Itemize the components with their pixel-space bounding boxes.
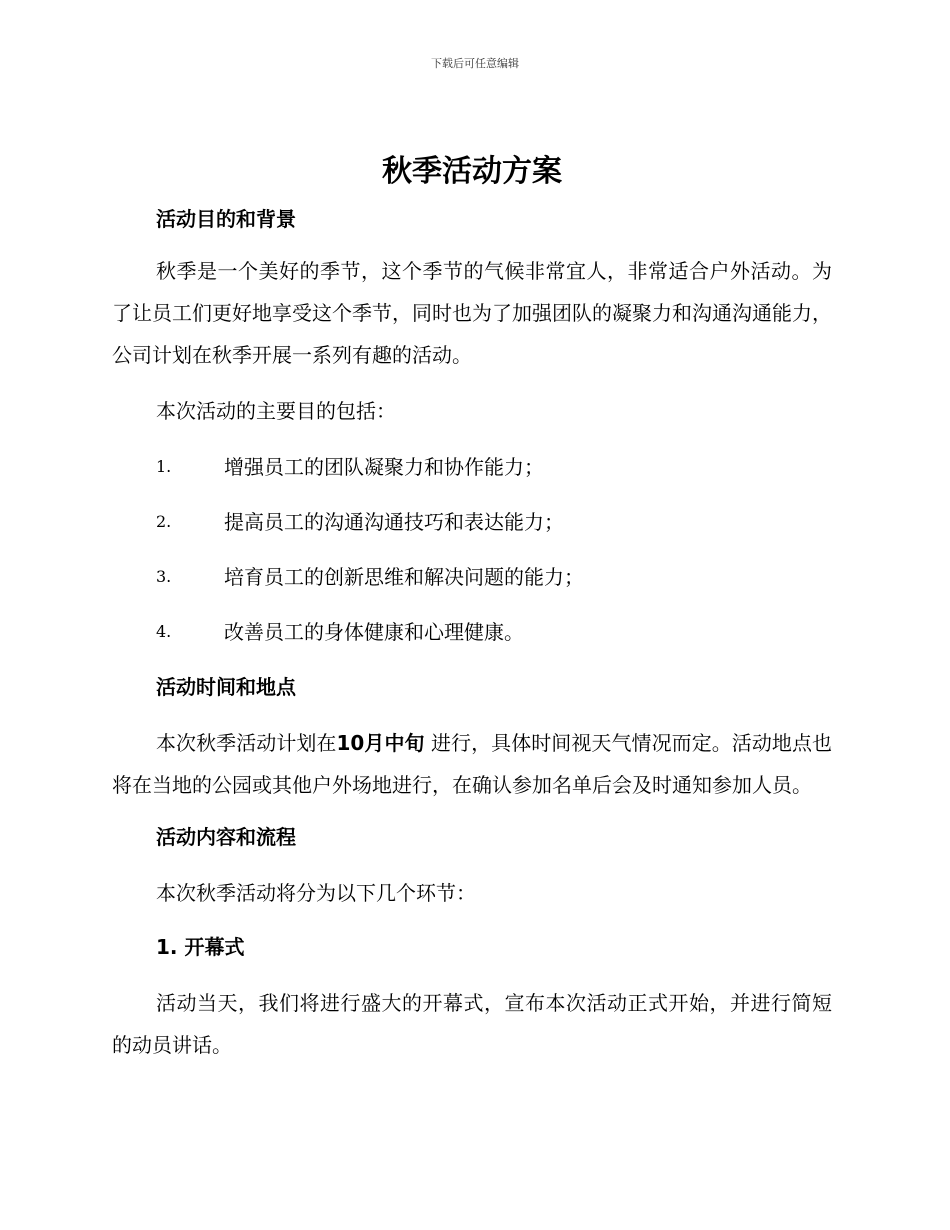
list-item: [112, 562, 832, 617]
page-header-note: 下载后可任意编辑: [431, 57, 519, 70]
subsection-heading-opening: 1. 开幕式: [156, 935, 245, 959]
list-item-text: 增强员工的团队凝聚力和协作能力；: [224, 455, 544, 479]
time-place-text-before: 本次秋季活动计划在: [156, 731, 337, 755]
list-item-text: 培育员工的创新思维和解决问题的能力；: [224, 565, 584, 589]
list-item-text: 改善员工的身体健康和心理健康。: [224, 620, 524, 644]
purpose-paragraph: 秋季是一个美好的季节，这个季节的气候非常宜人，非常适合户外活动。为了让员工们更好地享受这个季节，同时也为了加强团队的凝聚力和沟通沟通能力，公司计划在秋季开展一系列有趣的活动。: [112, 259, 832, 367]
time-place-paragraph: [112, 722, 832, 806]
content-intro-paragraph: 本次秋季活动将分为以下几个环节：: [156, 881, 476, 905]
list-item-number: 1.: [156, 457, 172, 476]
list-item: [112, 452, 832, 507]
document-title: 秋季活动方案: [382, 154, 562, 189]
document-body: [112, 150, 832, 1066]
goals-intro-paragraph: 本次活动的主要目的包括：: [156, 399, 396, 423]
list-item-text: 提高员工的沟通沟通技巧和表达能力；: [224, 510, 564, 534]
section-heading-purpose: 活动目的和背景: [156, 207, 296, 231]
list-item-number: 2.: [156, 512, 172, 531]
section-heading-content-flow: 活动内容和流程: [156, 825, 296, 849]
list-item: [112, 617, 832, 672]
goals-list: [112, 452, 832, 672]
activity-date: 10月中旬: [336, 731, 425, 755]
list-item: [112, 507, 832, 562]
section-heading-time-place: 活动时间和地点: [156, 675, 296, 699]
opening-paragraph: 活动当天，我们将进行盛大的开幕式，宣布本次活动正式开始，并进行简短的动员讲话。: [112, 991, 832, 1057]
list-item-number: 3.: [156, 567, 172, 586]
time-place-text-after: 进行，具体时间视天气情况而定。活动地点也将在当地的公园或其他户外场地进行，在确认参加名单后会及时通知参加人员。: [112, 731, 833, 797]
list-item-number: 4.: [156, 622, 172, 641]
